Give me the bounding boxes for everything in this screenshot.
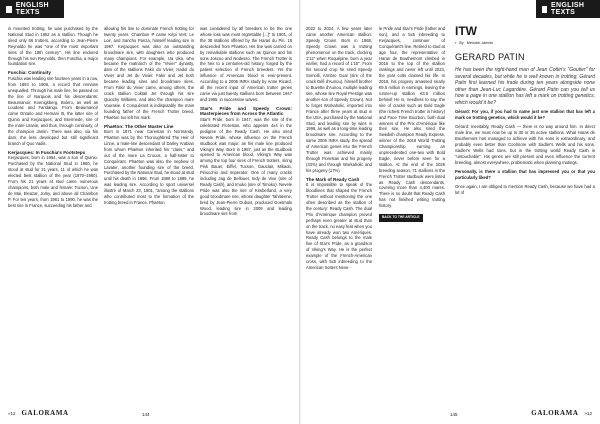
subheading: Kerjacques: In Fuschia's Footsteps <box>8 149 86 155</box>
page-number: 144 <box>142 412 150 417</box>
section-label: ENGLISH TEXTS <box>15 2 49 16</box>
arrow-icon: › <box>455 41 457 45</box>
header-square-icon <box>542 6 547 13</box>
back-to-article-button[interactable]: BACK TO THE ARTICLE <box>379 214 423 222</box>
answer: Gérard: Inevitably, Ready Cash — there is no way around him. In direct male line, we must now be up to 30 or 35 active stallions. What Haras de Bouthemont has managed to achieve with his sons is extraordinary, and probably even better than Coolmore with Sadler's Wells and his sons. Sadler's Wells had sons, but in the trotting world Ready Cash is "untouchable". His genes are still present and even influence the current breeding, almost everywhere, problematic when planning matings. <box>455 124 595 165</box>
subheading: Phaëton: The Other Master Line <box>104 123 174 129</box>
paragraph: Fuschia was leading sire fourteen years in a row, from 1893 to 1906, a record that remains unequalled. Through his male line, he passed on the line of Narquois and his descendants: Beaumanoir, Koenigsberg, Bolero, as well as Loudeac and Fandango. From Beaumanoir came Ontario and Hernani III, the latter sire of Quinio and Kerjacques, and Intermede, sire of the mare Uranie, and thus, through continuity, of the champion Jamin. There was also, via his dam, the less developed but still significant branch of Quo Vadis. <box>8 75 98 146</box>
answer: Once again, I am obliged to mention Ready Cash, because we have had a lot of <box>455 184 595 195</box>
interview-block <box>455 40 595 402</box>
byline <box>455 40 595 46</box>
subheading: Fuschia: Continuity <box>8 70 51 76</box>
paragraph: Kerjacques, born in 1954, was a son of Quinio. Purchased by the National Stud in 1960, he stood at stud for 21 years, 11 of which he was elected best stallion of the year (1970–1980). From his 21 years at stud came numerous champions, both male and female: Tocson, Une de Mai, Eleazar, Jorky, and above all Chambon P. For ten years, from 1981 to 1990, he was the best sire in France, succeeding his father and <box>8 155 98 208</box>
interview-intro: He has been the right-hand man of Jean Cottin's "Goutier" for several decades, but while he is well known in trotting, Gérard Patin first learned his trade during ten years alongside none other than Jean-Luc Lagardère. Gérard Patin can you tell us how a page in one stallion has left a mark on trotting genetics, which would it be? <box>455 67 595 106</box>
text-column-3 <box>200 26 292 402</box>
question: Personally, is there a stallion that has impressed you or that you particularly liked? <box>455 169 595 180</box>
text-column-2 <box>104 26 194 402</box>
paragraph: Born in 1871 near Carentan in Normandy, Phaëton was by the Thoroughbred The Heir of Linne, a male-line descendant of Darley Arabian from whom Phaëton inherited his "class," and out of the mare La Crocus, a half-sister to Conquérant. Phaëton was also the nephew of Lavater, another founding sire of the breed. Purchased by the National Stud, he stood at stud until his death in 1896. From 1886 to 1889, he was leading sire. According to sport universel illustré of March 23, 1901, "among the stallions who contributed most to the formation of the trotting breed in France, Phaëton <box>104 129 194 205</box>
paragraph: in mounted trotting, he was purchased by the National Stud in 1862 as a stallion. Though he sired only 66 trotters, according to Jean-Pierre Reynaldo he was "one of the most important sires of the 19th century". His line endured through his son Reynolds, then Fuschia, a major foundation sire. <box>8 26 98 67</box>
paragraph: 2022 to 2024. A few years later came another American stallion: Speedy Crown. Born in 1968, Speedy Crown was a trotting phenomenon on the track, clocking 1'12" when Roquépine, born a year earlier, had a record of 1'15". From his second crop he sired Speedy Somolli, Armbro Goal (sire of the crack Défi d'Aunou), himself brother to Buvette d'Aunou, multiple leading sire, whose sire Royal Prestige was another son of Speedy Crown). Not to forget Workaholic, imported into France after three years at stud in the USA, purchased by the National Stud, and leading sire by wins in 1996, as well as a long-time leading broodmare sire. According to the same 2005 INRA study, the spread of American genes into the French Trotter was achieved mainly through Florestan and his progeny (33%) and through Workaholic and his progeny (17%). <box>306 26 372 173</box>
footer-brand: GALORAMA <box>531 409 579 417</box>
paragraph: was considered by all breeders to be the one whose loss was most regrettable [...]" In 1901, of the 38 stallions offered by the Haras du Pin, 18 descended from Phaëton. His line was carried on by remarkable stallions such as Quinos and his sons Joscoo and Nodesso. The French Trotter is the heir to a centuries-old history, forged by the patient selection of French breeders. Yet the influence of American blood is ever-present. According to a 2005 INRA study by Anne Ricard, all the recent input of American trotter genes came via just twenty stallions born between 1947 and 1985, in successive waves. <box>200 26 292 102</box>
page-number: 145 <box>450 412 458 417</box>
header-square-icon <box>6 6 12 13</box>
section-header <box>0 0 64 18</box>
question: Gérard: For you, if you had to name just one stallion that has left a mark on trotting genetics, which would it be? <box>455 109 595 120</box>
page-footer <box>8 409 69 417</box>
footer-brand: GALORAMA <box>21 409 69 417</box>
paragraph: allowing his line to dominate French trotting for twenty years. Chambon P came Képi Vert, Le Loir, and Sancho Panza, himself leading sire in 1997. Kerjacques was also an outstanding broodmare sire, with daughters who produced many champions. For example, Ua Uka, who became the matriarch of the "Vivier" dynasty, dam of the stallions Fakir du Vivier, Hadol du Vivier and Jet du Vivier. Fakir and Jet both became leading sires and broodmare sires. From Fakir du Vivier came, among others, the crack stallion Coktail Jet through his sire Quiochy Williams, and also the champion mare Vourasie. Il Conquérant is indisputably the main founding father of the French Trotter breed, Phaëton too left his mark. <box>104 26 194 120</box>
byline-author: Mélodie Janvier <box>466 41 494 45</box>
text-column-1 <box>306 26 372 402</box>
page-footer <box>531 409 592 417</box>
text-column-2 <box>379 26 445 402</box>
text-column-1 <box>8 26 98 402</box>
subheading: The Mark of Ready Cash <box>306 176 360 182</box>
section-header <box>536 0 600 18</box>
paragraph: Star's Pride, born in 1947, was the sire of the celebrated Florestan, who appears 4x4 in the pedigree of the Ready Cash. He also sired Nevele Pride, whose influence on the French studbook was major, as his male line produced Viking's Way. Born in 1987, just as the studbook opened to American blood, Viking's Way was among the top four sires of French trotters, siring Pink Bauer, Eiffel, Tucson, Gauclair, Mikado, Pinocchio and Imperator. One of many cracks including Jag de Bellouet, Indy de Vive (sire of Ready Cash), and Imoko (sire of Timoko). Nevele Pride was also the sire of Kimberland, a very good broodmare sire, whose daughter Tahitienne, bred by Jean-Pierre Dubois, produced Goetmals Wood, leading sire in 2009 and leading broodmare sire from <box>200 116 292 217</box>
paragraph: le Pride and Star's Pride (father and son), and a 5x5 inbreeding to Kerjacques, continuer of Conquérant's line. Retired to stud at age four, the representative of Haras de Bouthemont climbed in 2016 to the top of the stallion rankings and never left until 2023, the year colts claimed his life. In 2018, his progeny amassed nearly €9.5 million in earnings, leaving the runner-up stallion €3.5 million behind! He is, needless to say, the sire of cracks such as Bold Eagle (the richest French trotter in history) and Face Time Bourbon, both dual winners of the Prix d'Amérique like their sire. He also sired the Swedish champion Ready Express, winner of the 2018 World Trotting Championship, earning an unprecedented one-two with Bold Eagle, never before seen for a stallion. At the end of the 2025 breeding season, 71 stallions in the French Trotter studbook were listed as Ready Cash descendants, covering more than 4,400 mares. There is no doubt that Ready Cash has not finished writing trotting history. <box>379 26 445 209</box>
footer-page-ref: »12 <box>8 410 16 416</box>
itw-title: ITW <box>455 24 477 38</box>
byline-prefix: By <box>459 41 464 45</box>
footer-page-ref: »12 <box>584 410 592 416</box>
paragraph: It is impossible to speak of the bloodlines that shaped the French Trotter without mentioning the one often described as the stallion of the century: Ready Cash. The dual Prix d'Amérique champion proved perhaps even greater at stud than on the track, no easy feat when you have already won two Amériques. Ready Cash belongs to the male line of Star's Pride, as a grandson of Viking's Way. He is the perfect example of the French-American cross, with 5x5 inbreeding to the American trotters Neve- <box>306 182 372 270</box>
section-label: ENGLISH TEXTS <box>551 2 585 16</box>
interviewee-name: GERARD PATIN <box>455 52 525 62</box>
subheading: Star's Pride and Speedy Crown: Masterpieces from Across the Atlantic <box>200 105 292 117</box>
